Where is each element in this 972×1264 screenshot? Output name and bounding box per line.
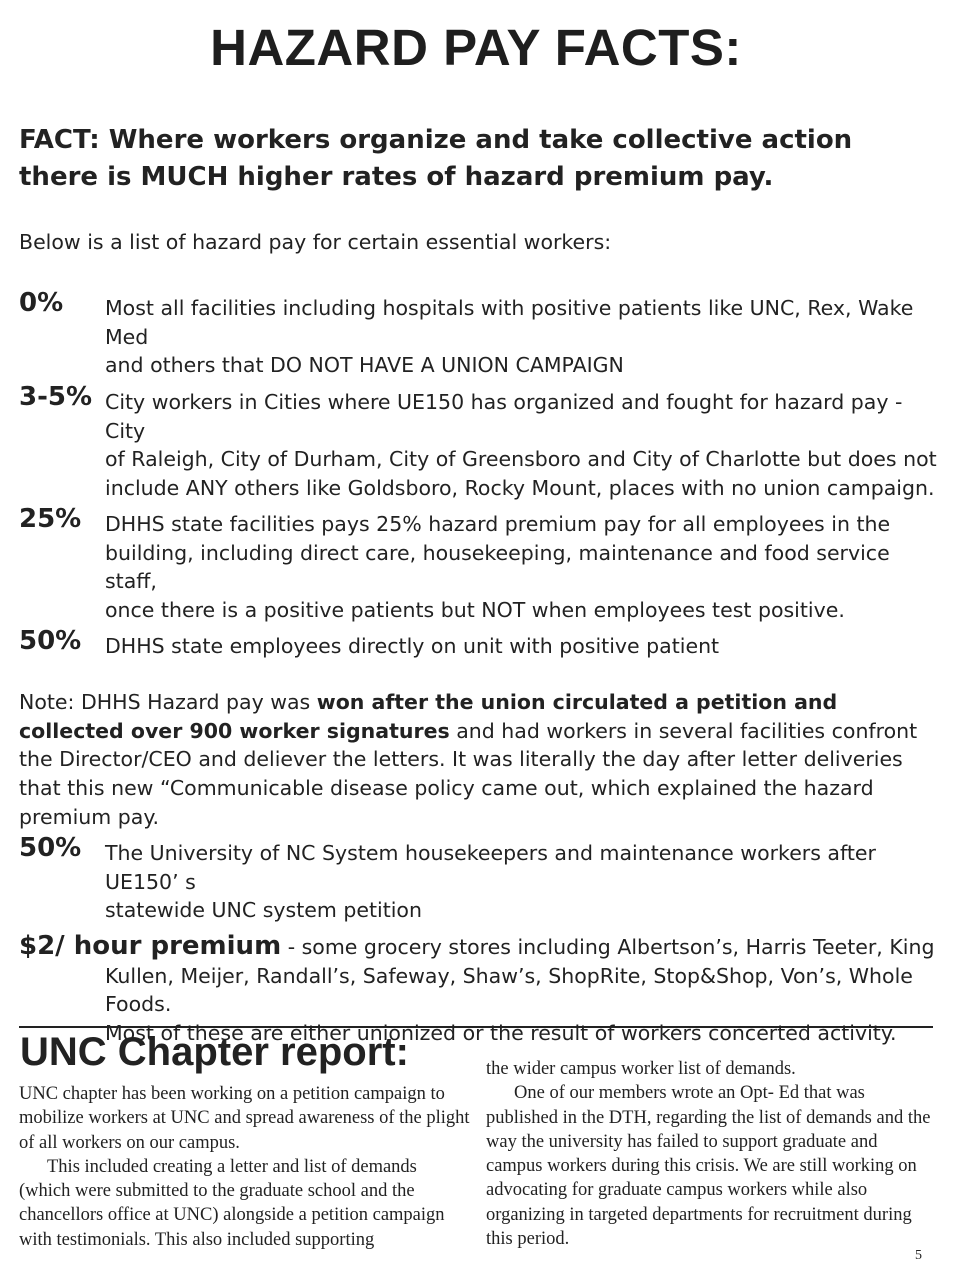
rate-amount: 25% [19,504,82,534]
note-bold: won after the union circulated a petition and collected over 900 worker signatures [19,690,838,743]
rate-description [105,510,939,625]
report-title: UNC Chapter report: [20,1030,409,1074]
rate-description [105,632,939,661]
section-divider [19,1026,933,1028]
rate-amount: 50% [19,626,82,656]
page-number: 5 [915,1248,922,1263]
premium-first-line: - some grocery stores including Albertson’s, Harris Teeter, King [281,935,935,959]
rate-item [19,382,939,503]
rate-description [105,839,939,925]
report-paragraph: One of our members wrote an Opt- Ed that was published in the DTH, regarding the list of demands and the way the university has failed to support graduate and campus workers during this crisis. We are still working on advocating for graduate campus workers while also organizing in targeted departments for recruitment during this period. [486,1083,931,1250]
rate-item [19,288,939,380]
note-rest: and had workers in several facilities confront the Director/CEO and deliever the letters. It was literally the day after letter deliveries that this new “Communicable disease policy came out, which explained the hazard premium pay. [19,718,918,829]
rate-amount: 50% [19,833,82,863]
rate-item [19,504,939,625]
note-paragraph [19,688,939,832]
report-paragraph: the wider campus worker list of demands. [486,1059,796,1079]
fact-heading: FACT: Where workers organize and take collective action there is MUCH higher rates of hazard premium pay. [19,125,853,192]
rate-line: once there is a positive patients but NOT when employees test positive. [105,598,845,623]
rate-item [19,833,939,925]
rate-amount: 0% [19,288,64,318]
report-paragraph: UNC chapter has been working on a petition campaign to mobilize workers at UNC and spread awareness of the plight of all workers on our campus. [19,1084,470,1153]
report-right-column [486,1057,934,1251]
rate-item [19,626,939,661]
rate-description [105,294,939,380]
report-paragraph: This included creating a letter and list of demands (which were submitted to the graduate school and the chancellors office at UNC) alongside a petition campaign with testimonials. This also included supporting [19,1156,445,1250]
rate-line: The University of NC System housekeepers and maintenance workers after UE150’ s [105,841,876,894]
page-title: HAZARD PAY FACTS: [210,19,742,76]
premium-line: Most of these are either unionized or the result of workers concerted activity. [105,1021,897,1046]
rate-description [105,388,939,503]
rate-line: of Raleigh, City of Durham, City of Greensboro and City of Charlotte but does not [105,447,937,472]
premium-line: Kullen, Meijer, Randall’s, Safeway, Shaw’s, ShopRite, Stop&Shop, Von’s, Whole Foods. [105,963,913,1017]
rate-line: statewide UNC system petition [105,898,422,923]
rate-line: DHHS state facilities pays 25% hazard premium pay for all employees in the [105,512,891,536]
note-lead: Note: DHHS Hazard pay was [19,690,317,714]
rate-line: City workers in Cities where UE150 has organized and fought for hazard pay - City [105,390,903,443]
rate-line: Most all facilities including hospitals with positive patients like UNC, Rex, Wake Med [105,296,914,349]
rate-line: building, including direct care, housekeeping, maintenance and food service staff, [105,540,890,594]
report-left-column [19,1082,471,1252]
rate-amount: 3-5% [19,382,93,412]
premium-amount: $2/ hour premium [19,931,282,961]
rate-line: and others that DO NOT HAVE A UNION CAMPAIGN [105,353,624,378]
rate-line: DHHS state employees directly on unit with positive patient [105,634,720,658]
intro-text: Below is a list of hazard pay for certain essential workers: [19,230,612,254]
rate-line: include ANY others like Goldsboro, Rocky Mount, places with no union campaign. [105,476,935,501]
